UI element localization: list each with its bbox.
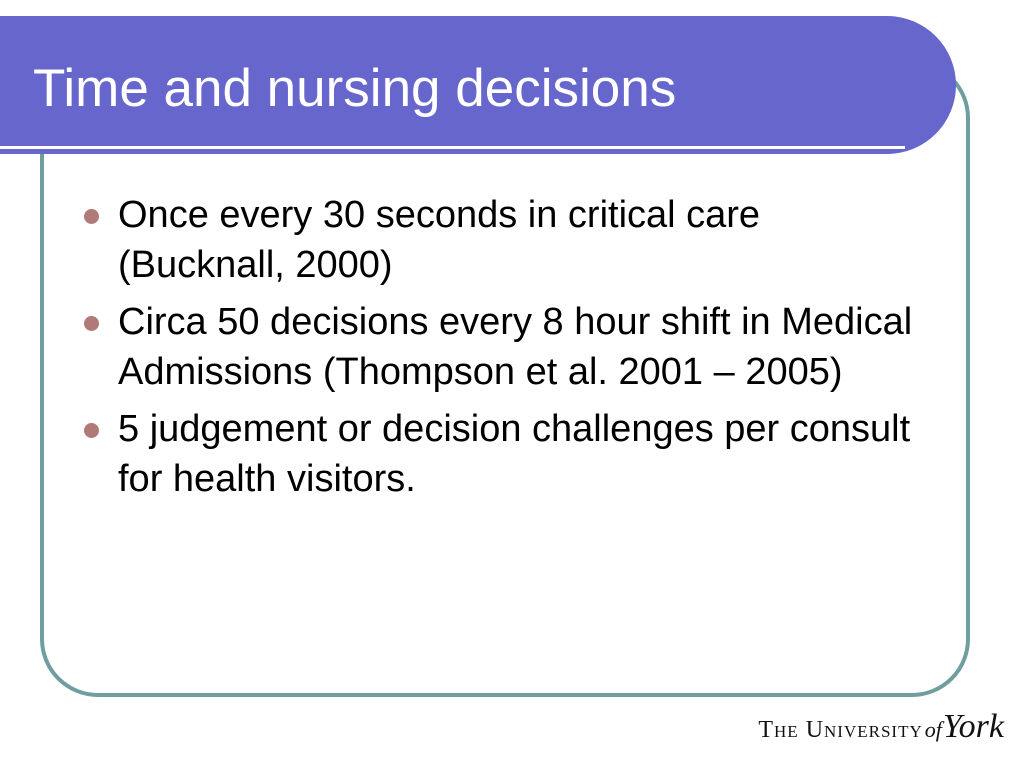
logo-york: York: [942, 708, 1004, 745]
logo-university: University: [805, 717, 923, 743]
bullet-text: Once every 30 seconds in critical care (Bucknall, 2000): [118, 194, 761, 286]
university-of-york-logo: [758, 708, 1004, 746]
bullet-item: [84, 190, 914, 290]
bullet-item: [84, 297, 914, 397]
bullet-dot-icon: [84, 209, 99, 224]
slide-title: Time and nursing decisions: [33, 59, 677, 118]
bullet-item: [84, 404, 914, 504]
title-bar: [0, 16, 956, 154]
bullet-dot-icon: [84, 423, 99, 438]
bullet-list: [84, 190, 914, 511]
bullet-dot-icon: [84, 316, 99, 331]
title-underline: [0, 146, 905, 149]
bullet-text: Circa 50 decisions every 8 hour shift in Medical Admissions (Thompson et al. 2001 – 2005): [118, 301, 913, 393]
logo-of: of: [924, 717, 942, 742]
bullet-text: 5 judgement or decision challenges per consult for health visitors.: [118, 408, 911, 500]
logo-the: The: [758, 717, 799, 743]
